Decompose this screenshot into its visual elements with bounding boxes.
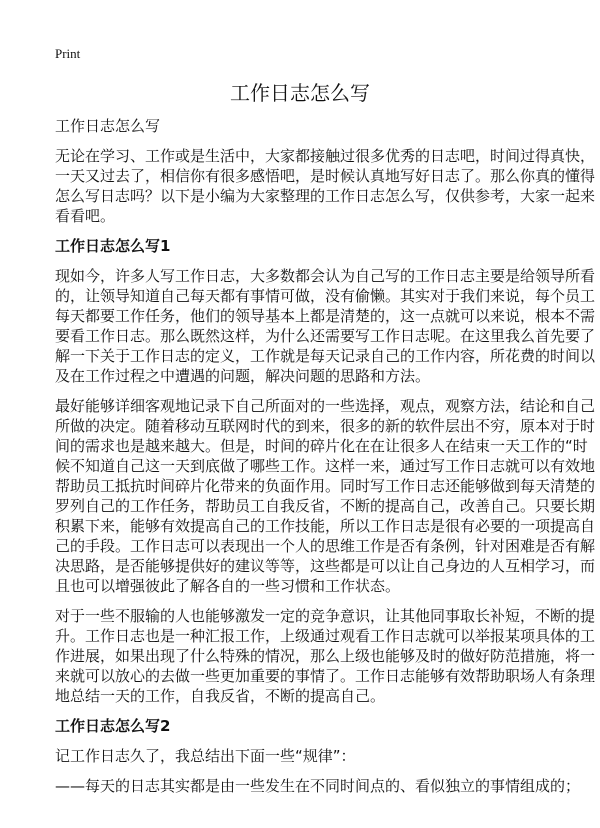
text-line: 己的手段。工作日志可以表现出一个人的思维工作是否有条例，针对困难是否有解 bbox=[55, 537, 596, 555]
text-line: 来就可以放心的去做一些更加重要的事情了。工作日志能够有效帮助职场人有条理 bbox=[55, 667, 596, 685]
intro-paragraph bbox=[55, 146, 596, 226]
text-line: 候不知道自己这一天到底做了哪些工作。这样一来，通过写工作日志就可以有效地 bbox=[55, 457, 596, 475]
text-line: 记工作日志久了，我总结出下面一些“规律”： bbox=[55, 747, 356, 765]
text-line: 及在工作过程之中遭遇的问题，解决问题的思路和方法。 bbox=[55, 367, 431, 385]
text-line: 罗列自己的工作任务，帮助员工自我反省，不断的提高自己，改善自己。只要长期 bbox=[55, 497, 596, 515]
text-line: 最好能够详细客观地记录下自己所面对的一些选择，观点，观察方法，结论和自己 bbox=[55, 397, 596, 415]
section-heading-1: 工作日志怎么写1 bbox=[55, 237, 171, 255]
paragraph-1 bbox=[55, 266, 596, 386]
section-heading-2: 工作日志怎么写2 bbox=[55, 717, 171, 735]
text-line: 所做的决定。随着移动互联网时代的到来，很多的新的软件层出不穷，原本对于时 bbox=[55, 417, 596, 435]
text-line: 且也可以增强彼此了解各自的一些习惯和工作状态。 bbox=[55, 577, 401, 595]
text-line: 怎么写日志吗？以下是小编为大家整理的工作日志怎么写，仅供参考，大家一起来 bbox=[55, 187, 596, 205]
text-line: 升。工作日志也是一种汇报工作，上级通过观看工作日志就可以举报某项具体的工 bbox=[55, 627, 596, 645]
text-line: 决思路，是否能够提供好的建议等等，这些都是可以让自己身边的人互相学习，而 bbox=[55, 557, 596, 575]
paragraph-5 bbox=[55, 776, 581, 796]
text-line: 要看工作日志。那么既然这样，为什么还需要写工作日志呢。在这里我么首先要了 bbox=[55, 327, 596, 345]
text-line: 无论在学习、工作或是生活中，大家都接触过很多优秀的日志吧，时间过得真快， bbox=[55, 147, 596, 165]
text-line: ——每天的日志其实都是由一些发生在不同时间点的、看似独立的事情组成的； bbox=[55, 777, 581, 795]
text-line: 作进展，如果出现了什么特殊的情况，那么上级也能够及时的做好防范措施，将一 bbox=[55, 647, 596, 665]
page-title: 工作日志怎么写 bbox=[230, 81, 370, 105]
text-line: 的，让领导知道自己每天都有事情可做，没有偷懒。其实对于我们来说，每个员工 bbox=[55, 287, 596, 305]
text-line: 每天都要工作任务，他们的领导基本上都是清楚的，这一点就可以来说，根本不需 bbox=[55, 307, 596, 325]
text-line: 解一下关于工作日志的定义，工作就是每天记录自己的工作内容，所花费的时间以 bbox=[55, 347, 596, 365]
paragraph-2 bbox=[55, 396, 596, 596]
paragraph-3 bbox=[55, 606, 596, 706]
text-line: 一天又过去了，相信你有很多感悟吧，是时候认真地写好日志了。那么你真的懂得 bbox=[55, 167, 596, 185]
text-line: 间的需求也是越来越大。但是，时间的碎片化在在让很多人在结束一天工作的“时 bbox=[55, 437, 588, 455]
text-line: 现如今，许多人写工作日志，大多数都会认为自己写的工作日志主要是给领导所看 bbox=[55, 267, 596, 285]
text-line: 看看吧。 bbox=[55, 207, 116, 225]
text-line: 对于一些不服输的人也能够激发一定的竞争意识，让其他同事取长补短，不断的提 bbox=[55, 607, 596, 625]
subtitle: 工作日志怎么写 bbox=[55, 117, 161, 135]
text-line: 地总结一天的工作，自我反省，不断的提高自己。 bbox=[55, 687, 386, 705]
print-link[interactable]: Print bbox=[55, 46, 81, 61]
paragraph-4 bbox=[55, 746, 575, 766]
text-line: 积累下来，能够有效提高自己的工作技能，所以工作日志是很有必要的一项提高自 bbox=[55, 517, 596, 535]
text-line: 帮助员工抵抗时间碎片化带来的负面作用。同时写工作日志还能够做到每天清楚的 bbox=[55, 477, 596, 495]
